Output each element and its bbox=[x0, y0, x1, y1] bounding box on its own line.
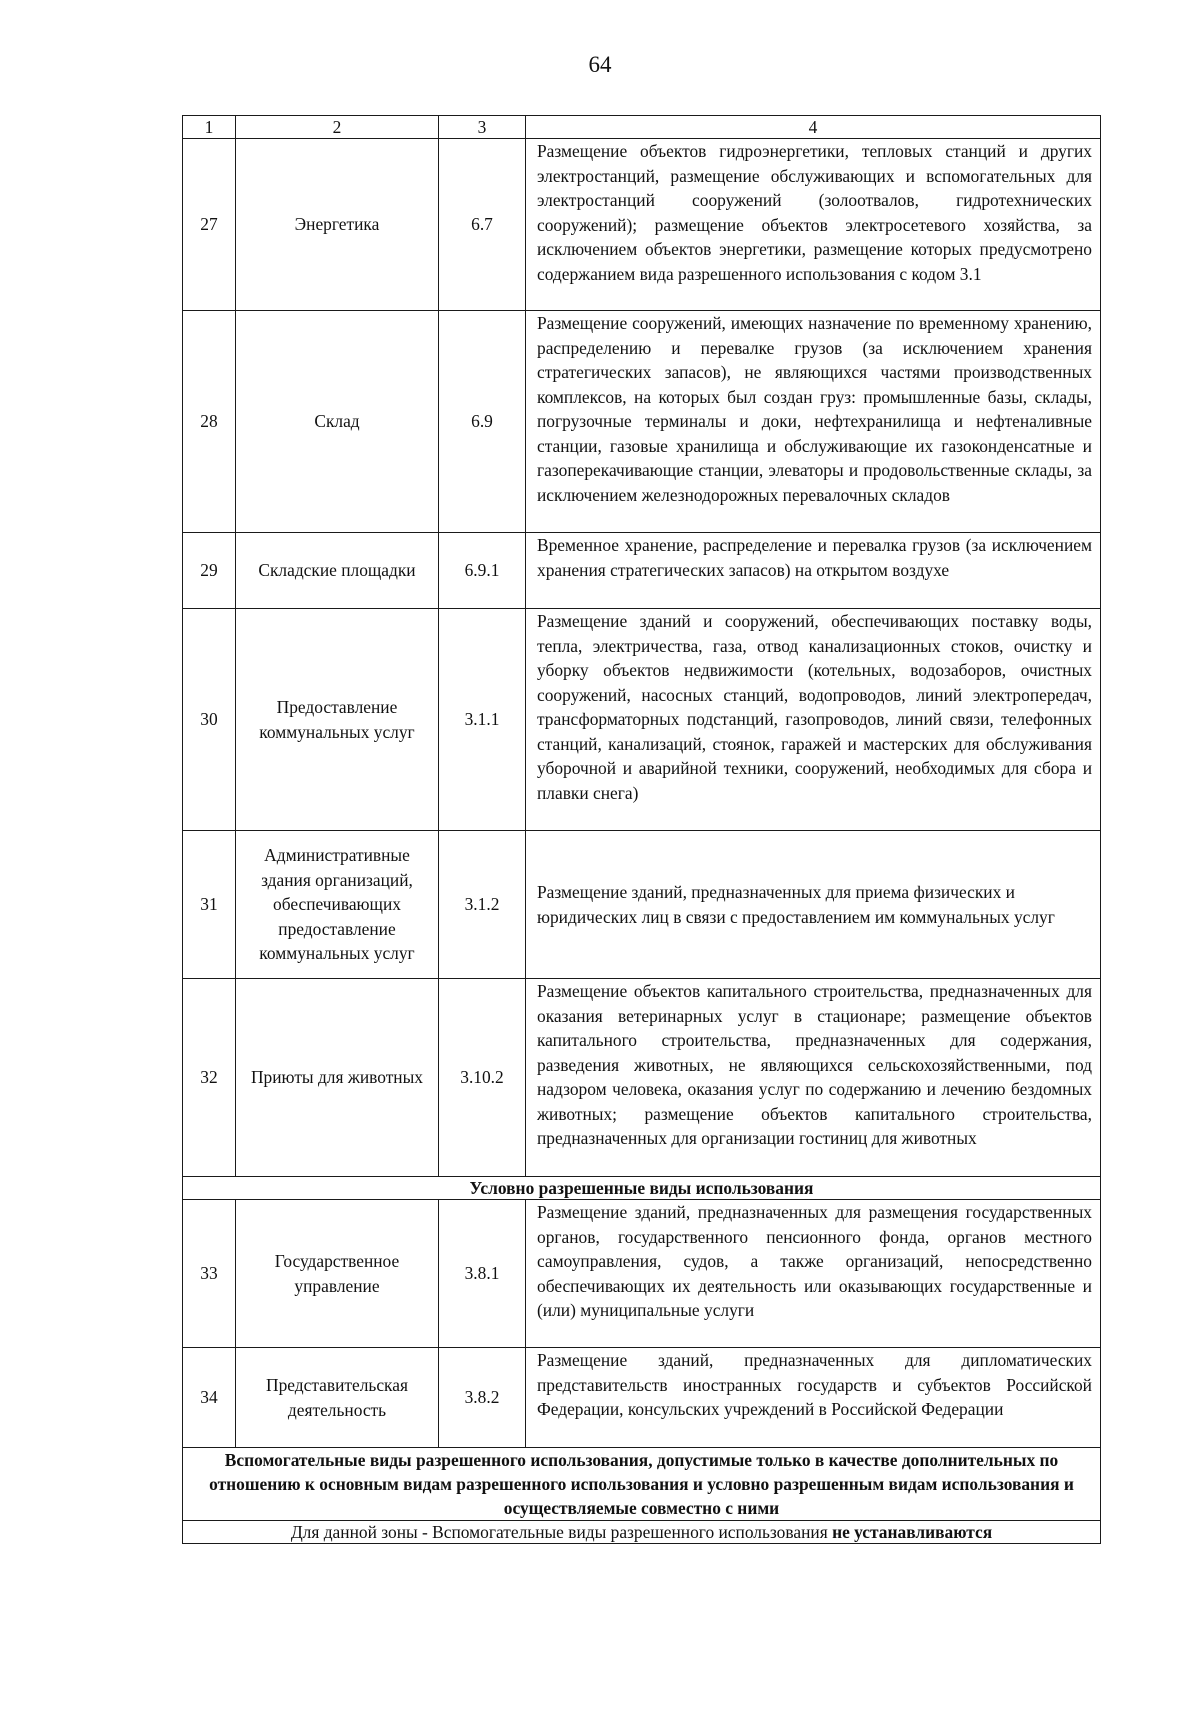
use-type-code: 3.8.2 bbox=[439, 1348, 526, 1448]
use-type-description: Размещение зданий, предназначенных для дипломатических представительств иностранных государств и субъектов Российской Федерации, консульских учреждений в Российской Федерации bbox=[526, 1348, 1101, 1448]
use-type-description: Размещение зданий и сооружений, обеспечивающих поставку воды, тепла, электричества, газа, отвод канализационных стоков, очистку и уборку объектов недвижимости (котельных, водозаборов, очистных сооружений, насосных станций, водопроводов, линий электропередач, трансформаторных подстанций, газопроводов, линий связи, телефонных станций, канализаций, стоянок, гаражей и мастерских для обслуживания уборочной и аварийной техники, сооружений, необходимых для сбора и плавки снега) bbox=[526, 609, 1101, 831]
table-header-row bbox=[183, 116, 1101, 139]
use-type-description: Размещение зданий, предназначенных для размещения государственных органов, государственного пенсионного фонда, органов местного самоуправления, судов, а также организаций, непосредственно обеспечивающих их деятельность или оказывающих государственные и (или) муниципальные услуги bbox=[526, 1200, 1101, 1348]
table-row bbox=[183, 831, 1101, 979]
table-row bbox=[183, 609, 1101, 831]
use-type-description: Размещение объектов капитального строительства, предназначенных для оказания ветеринарных услуг в стационаре; размещение объектов капитального строительства, предназначенных для содержания, разведения животных, не являющихся сельскохозяйственными, под надзором человека, оказания услуг по содержанию и лечению бездомных животных; размещение объектов капитального строительства, предназначенных для организации гостиниц для животных bbox=[526, 979, 1101, 1177]
section-title-auxiliary: Вспомогательные виды разрешенного использования, допустимые только в качестве дополнительных по отношению к основным видам разрешенного использования и условно разрешенным видам использования и осуществляемые совместно с ними bbox=[183, 1448, 1101, 1521]
use-type-name: Представительская деятельность bbox=[236, 1348, 439, 1448]
use-type-code: 3.8.1 bbox=[439, 1200, 526, 1348]
section-title-conditional: Условно разрешенные виды использования bbox=[183, 1177, 1101, 1200]
table-row bbox=[183, 979, 1101, 1177]
use-type-description: Размещение объектов гидроэнергетики, тепловых станций и других электростанций, размещение обслуживающих и вспомогательных для электростанций сооружений (золоотвалов, гидротехнических сооружений); размещение объектов электросетевого хозяйства, за исключением объектов энергетики, размещение которых предусмотрено содержанием вида разрешенного использования с кодом 3.1 bbox=[526, 139, 1101, 311]
footer-row bbox=[183, 1521, 1101, 1544]
row-number: 31 bbox=[183, 831, 236, 979]
use-type-code: 6.9 bbox=[439, 311, 526, 533]
use-type-name: Государственное управление bbox=[236, 1200, 439, 1348]
page-number: 64 bbox=[588, 52, 612, 77]
row-number: 29 bbox=[183, 533, 236, 609]
row-number: 28 bbox=[183, 311, 236, 533]
section-header-row bbox=[183, 1177, 1101, 1200]
use-type-code: 3.1.1 bbox=[439, 609, 526, 831]
table-row bbox=[183, 1200, 1101, 1348]
table-row bbox=[183, 533, 1101, 609]
column-header-2: 2 bbox=[236, 116, 439, 139]
column-header-4: 4 bbox=[526, 116, 1101, 139]
use-type-description: Размещение зданий, предназначенных для приема физических и юридических лиц в связи с предоставлением им коммунальных услуг bbox=[526, 831, 1101, 979]
section-header-row bbox=[183, 1448, 1101, 1521]
column-header-1: 1 bbox=[183, 116, 236, 139]
table-row bbox=[183, 1348, 1101, 1448]
use-type-description: Временное хранение, распределение и перевалка грузов (за исключением хранения стратегических запасов) на открытом воздухе bbox=[526, 533, 1101, 609]
use-type-name: Энергетика bbox=[236, 139, 439, 311]
table-row bbox=[183, 311, 1101, 533]
row-number: 27 bbox=[183, 139, 236, 311]
use-type-name: Складские площадки bbox=[236, 533, 439, 609]
use-type-name: Склад bbox=[236, 311, 439, 533]
row-number: 30 bbox=[183, 609, 236, 831]
table-row bbox=[183, 139, 1101, 311]
row-number: 32 bbox=[183, 979, 236, 1177]
use-type-description: Размещение сооружений, имеющих назначение по временному хранению, распределению и перевалке грузов (за исключением хранения стратегических запасов), не являющихся частями производственных комплексов, на которых был создан груз: промышленные базы, склады, погрузочные терминалы и доки, нефтехранилища и нефтеналивные станции, газовые хранилища и обслуживающие их газоконденсатные и газоперекачивающие станции, элеваторы и продовольственные склады, за исключением железнодорожных перевалочных складов bbox=[526, 311, 1101, 533]
footer-note bbox=[183, 1521, 1101, 1544]
use-type-name: Приюты для животных bbox=[236, 979, 439, 1177]
row-number: 34 bbox=[183, 1348, 236, 1448]
use-type-code: 6.7 bbox=[439, 139, 526, 311]
footer-note-bold: не устанавливаются bbox=[832, 1522, 993, 1542]
use-type-code: 3.1.2 bbox=[439, 831, 526, 979]
use-type-code: 3.10.2 bbox=[439, 979, 526, 1177]
use-type-code: 6.9.1 bbox=[439, 533, 526, 609]
footer-note-text: Для данной зоны - Вспомогательные виды разрешенного использования bbox=[290, 1522, 828, 1542]
column-header-3: 3 bbox=[439, 116, 526, 139]
use-type-name: Административные здания организаций, обеспечивающих предоставление коммунальных услуг bbox=[236, 831, 439, 979]
row-number: 33 bbox=[183, 1200, 236, 1348]
zoning-table bbox=[182, 115, 1101, 1544]
use-type-name: Предоставление коммунальных услуг bbox=[236, 609, 439, 831]
